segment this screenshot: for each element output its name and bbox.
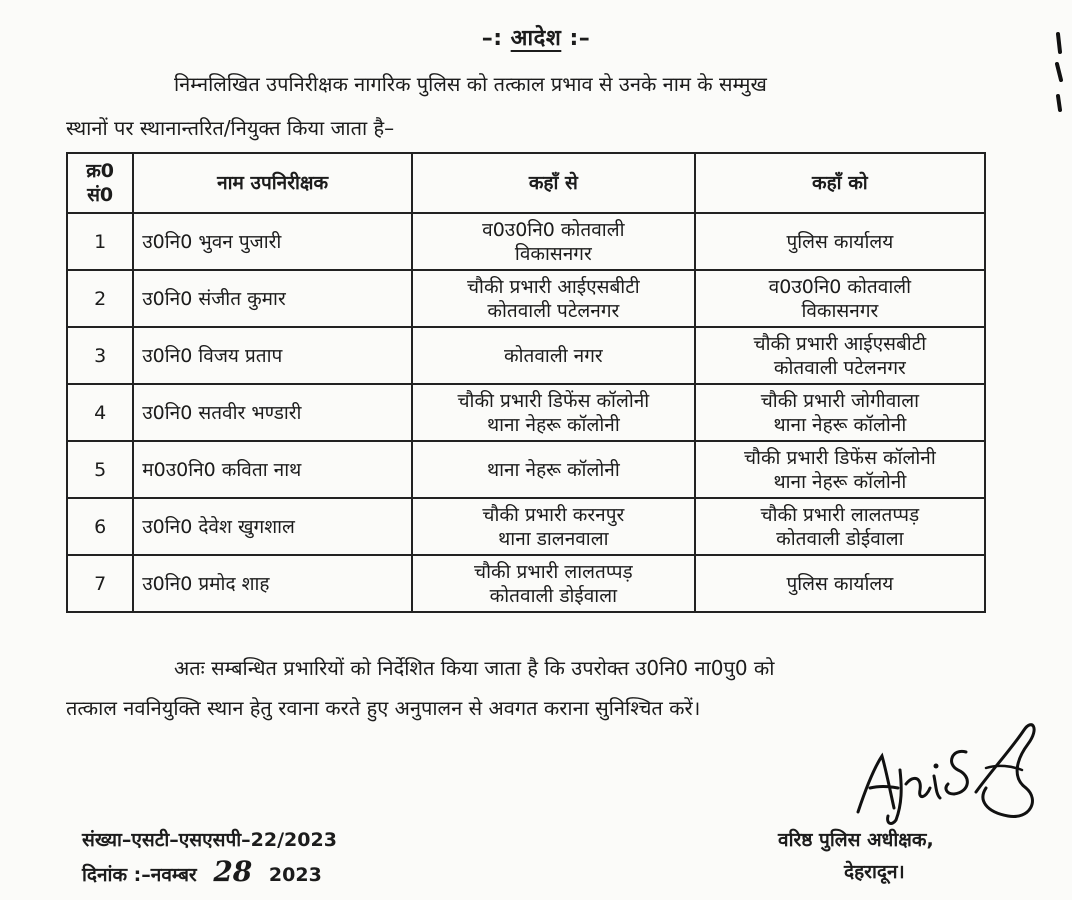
table-row [67,498,985,555]
table-row [67,327,985,384]
row-to-location: पुलिस कार्यालय [695,555,985,612]
intro-paragraph [66,62,966,150]
transfer-table [66,152,986,613]
row-officer-name: उ0नि0 प्रमोद शाह [133,555,412,612]
intro-line-2: स्थानों पर स्थानान्तरित/नियुक्त किया जाता है– [66,116,395,140]
intro-line-1: निम्नलिखित उपनिरीक्षक नागरिक पुलिस को तत्काल प्रभाव से उनके नाम के सम्मुख [174,72,767,96]
row-to-location: व0उ0नि0 कोतवाली विकासनगर [695,270,985,327]
row-officer-name: उ0नि0 भुवन पुजारी [133,213,412,270]
reference-block [82,824,337,891]
table-row [67,270,985,327]
header-from: कहाँ से [412,153,695,213]
margin-binding-marks [1048,30,1068,120]
row-from-location: चौकी प्रभारी करनपुर थाना डालनवाला [412,498,695,555]
row-to-location: चौकी प्रभारी जोगीवाला थाना नेहरू कॉलोनी [695,384,985,441]
row-to-location: चौकी प्रभारी आईएसबीटी कोतवाली पटेलनगर [695,327,985,384]
table-header-row [67,153,985,213]
row-from-location: व0उ0नि0 कोतवाली विकासनगर [412,213,695,270]
date-day-handwritten: 28 [213,855,253,888]
row-officer-name: उ0नि0 सतवीर भण्डारी [133,384,412,441]
row-from-location: कोतवाली नगर [412,327,695,384]
signature-image [836,708,1046,838]
row-officer-name: उ0नि0 देवेश खुगशाल [133,498,412,555]
table-row [67,384,985,441]
row-officer-name: उ0नि0 विजय प्रताप [133,327,412,384]
row-officer-name: म0उ0नि0 कविता नाथ [133,441,412,498]
header-to: कहाँ को [695,153,985,213]
row-serial-number: 4 [67,384,133,441]
date-prefix: दिनांक :–नवम्बर [82,864,197,886]
heading-left-mark: –: [481,26,503,51]
closing-line-2: तत्काल नवनियुक्ति स्थान हेतु रवाना करते हुए अनुपालन से अवगत कराना सुनिश्चित करें। [66,696,701,720]
row-to-location: चौकी प्रभारी लालतप्पड़ कोतवाली डोईवाला [695,498,985,555]
table-row [67,441,985,498]
order-heading [0,22,1072,52]
signatory-block [778,824,934,888]
row-to-location: पुलिस कार्यालय [695,213,985,270]
row-serial-number: 5 [67,441,133,498]
row-from-location: थाना नेहरू कॉलोनी [412,441,695,498]
heading-right-mark: :– [569,26,591,51]
row-serial-number: 6 [67,498,133,555]
heading-title: आदेश [510,26,562,51]
header-serial-number: क्र0 सं0 [67,153,133,213]
row-to-location: चौकी प्रभारी डिफेंस कॉलोनी थाना नेहरू कॉलोनी [695,441,985,498]
table-row [67,555,985,612]
header-name: नाम उपनिरीक्षक [133,153,412,213]
table-row [67,213,985,270]
reference-number: संख्या–एसटी–एसएसपी–22/2023 [82,829,337,851]
reference-date [82,856,337,891]
row-serial-number: 1 [67,213,133,270]
closing-line-1: अतः सम्बन्धित प्रभारियों को निर्देशित किया जाता है कि उपरोक्त उ0नि0 ना0पु0 को [174,656,775,680]
signatory-city: देहरादून। [844,861,905,883]
date-year: 2023 [268,864,322,886]
row-serial-number: 3 [67,327,133,384]
row-from-location: चौकी प्रभारी आईएसबीटी कोतवाली पटेलनगर [412,270,695,327]
row-from-location: चौकी प्रभारी डिफेंस कॉलोनी थाना नेहरू कॉलोनी [412,384,695,441]
row-officer-name: उ0नि0 संजीत कुमार [133,270,412,327]
row-serial-number: 2 [67,270,133,327]
row-from-location: चौकी प्रभारी लालतप्पड़ कोतवाली डोईवाला [412,555,695,612]
signatory-designation: वरिष्ठ पुलिस अधीक्षक, [778,829,934,851]
row-serial-number: 7 [67,555,133,612]
